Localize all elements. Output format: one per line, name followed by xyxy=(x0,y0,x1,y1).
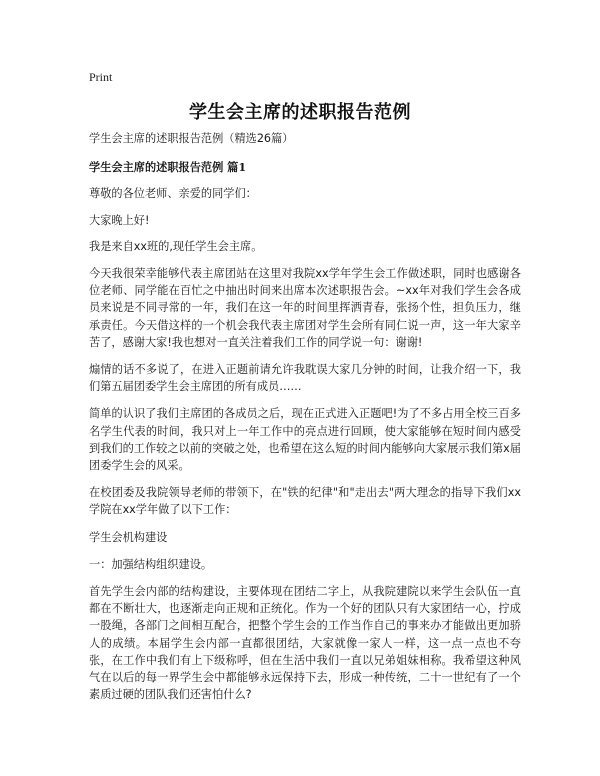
document-subtitle: 学生会主席的述职报告范例（精选26篇） xyxy=(89,132,294,145)
paragraph-salutation: 尊敬的各位老师、亲爱的同学们： xyxy=(89,187,257,201)
paragraph-review: 简单的认识了我们主席团的各成员之后，现在正式进入正题吧!为了不多占用全校三百多名学生代表的时间，我只对上一年工作中的亮点进行回顾，使大家能够在短时间内感受到我们的工作较之以前的突破之处，也希望在这么短的时间内能够向大家展示我们第x届团委学生会的风采。 xyxy=(89,407,521,473)
paragraph-org-heading: 学生会机构建设 xyxy=(89,530,168,544)
section-heading: 学生会主席的述职报告范例 篇1 xyxy=(89,160,247,175)
paragraph-greeting: 大家晚上好! xyxy=(89,213,150,227)
document-title: 学生会主席的述职报告范例 xyxy=(189,102,411,123)
document-body xyxy=(89,130,521,713)
paragraph-self-intro: 我是来自xx班的,现任学生会主席。 xyxy=(89,239,263,253)
paragraph-opening: 今天我很荣幸能够代表主席团站在这里对我院xx学年学生会工作做述职，同时也感谢各位老师、同学能在百忙之中抽出时间来出席本次述职报告会。~xx年对我们学生会各成员来说是不同寻常的一年，我们在这一年的时间里挥洒青春，张扬个性，担负压力，继承责任。今天借这样的一个机会我代表主席团对学生会所有同仁说一声，这一年大家辛苦了，感谢大家!我也想对一直关注着我们工作的同学说一句：谢谢! xyxy=(89,267,521,349)
paragraph-work-summary: 在校团委及我院领导老师的带领下，在"铁的纪律"和"走出去"两大理念的指导下我们xx学院在xx学年做了以下工作： xyxy=(89,486,521,517)
paragraph-structure-heading: 一：加强结构组织建设。 xyxy=(89,557,213,571)
paragraph-structure-body: 首先学生会内部的结构建设，主要体现在团结二字上，从我院建院以来学生会队伍一直都在不断壮大，也逐渐走向正规和正统化。作为一个好的团队只有大家团结一心，拧成一股绳，各部门之间相互配合，把整个学生会的工作当作自己的事来办才能做出更加骄人的成绩。本届学生会内部一直都很团结，大家就像一家人一样，这一点一点也不夸张，在工作中我们有上下级称呼，但在生活中我们一直以兄弟姐妹相称。我希望这种风气在以后的每一界学生会中都能够永远保持下去，形成一种传统，二十一世纪有了一个素质过硬的团队我们还害怕什么? xyxy=(89,585,521,702)
print-label: Print xyxy=(89,70,113,84)
paragraph-member-intro: 煽情的话不多说了，在进入正题前请允许我耽误大家几分钟的时间，让我介绍一下，我们第五届团委学生会主席团的所有成员…… xyxy=(89,363,521,394)
